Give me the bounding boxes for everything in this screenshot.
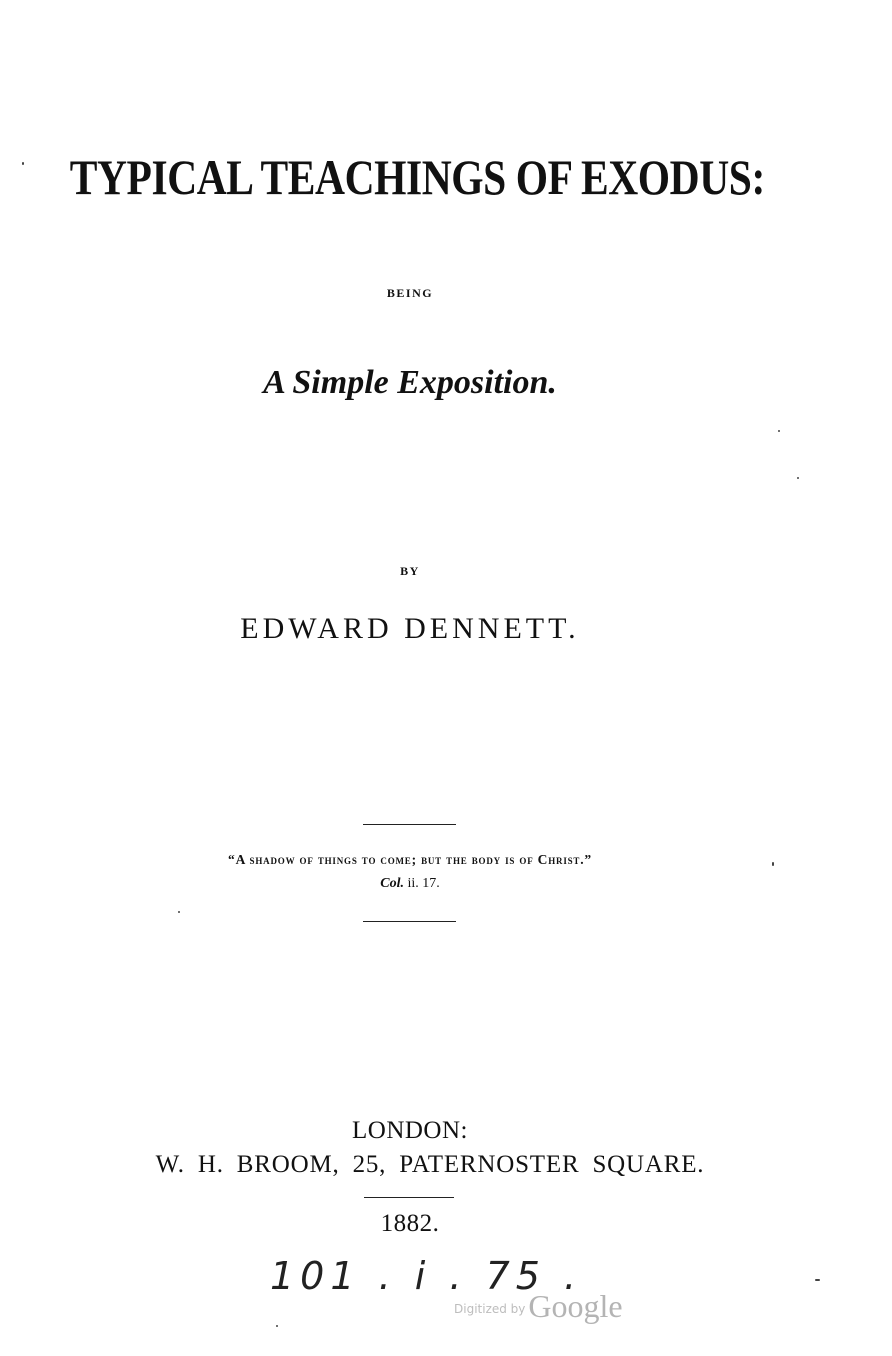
digitization-watermark [454, 1288, 623, 1325]
book-title: TYPICAL TEACHINGS OF EXODUS: [69, 149, 765, 205]
author-name: EDWARD DENNETT. [240, 612, 580, 645]
google-logo: Google [528, 1288, 623, 1324]
scan-speck [178, 911, 180, 913]
citation-book: Col. [380, 876, 404, 891]
divider-rule-top [363, 824, 456, 825]
handwritten-shelfmark: 101 . i . 75 . [270, 1254, 583, 1298]
epigraph-citation [0, 876, 820, 892]
scan-speck [778, 430, 780, 432]
scan-speck [22, 162, 24, 165]
divider-rule-imprint [364, 1197, 454, 1198]
subtitle: A Simple Exposition. [263, 364, 557, 401]
divider-rule-bottom [363, 921, 456, 922]
by-label: BY [400, 564, 420, 578]
watermark-prefix: Digitized by [454, 1302, 526, 1316]
scan-speck [276, 1325, 278, 1327]
scan-speck [815, 1279, 820, 1281]
citation-reference: ii. 17. [407, 876, 440, 891]
imprint-publisher: W. H. BROOM, 25, PATERNOSTER SQUARE. [155, 1151, 705, 1178]
being-label: BEING [386, 286, 434, 300]
epigraph-quote: “A shadow of things to come; but the body is of Christ.” [228, 852, 592, 867]
scan-speck [772, 862, 774, 866]
imprint-year: 1882. [380, 1210, 440, 1237]
scan-speck [797, 477, 799, 479]
imprint-city: LONDON: [352, 1117, 468, 1144]
